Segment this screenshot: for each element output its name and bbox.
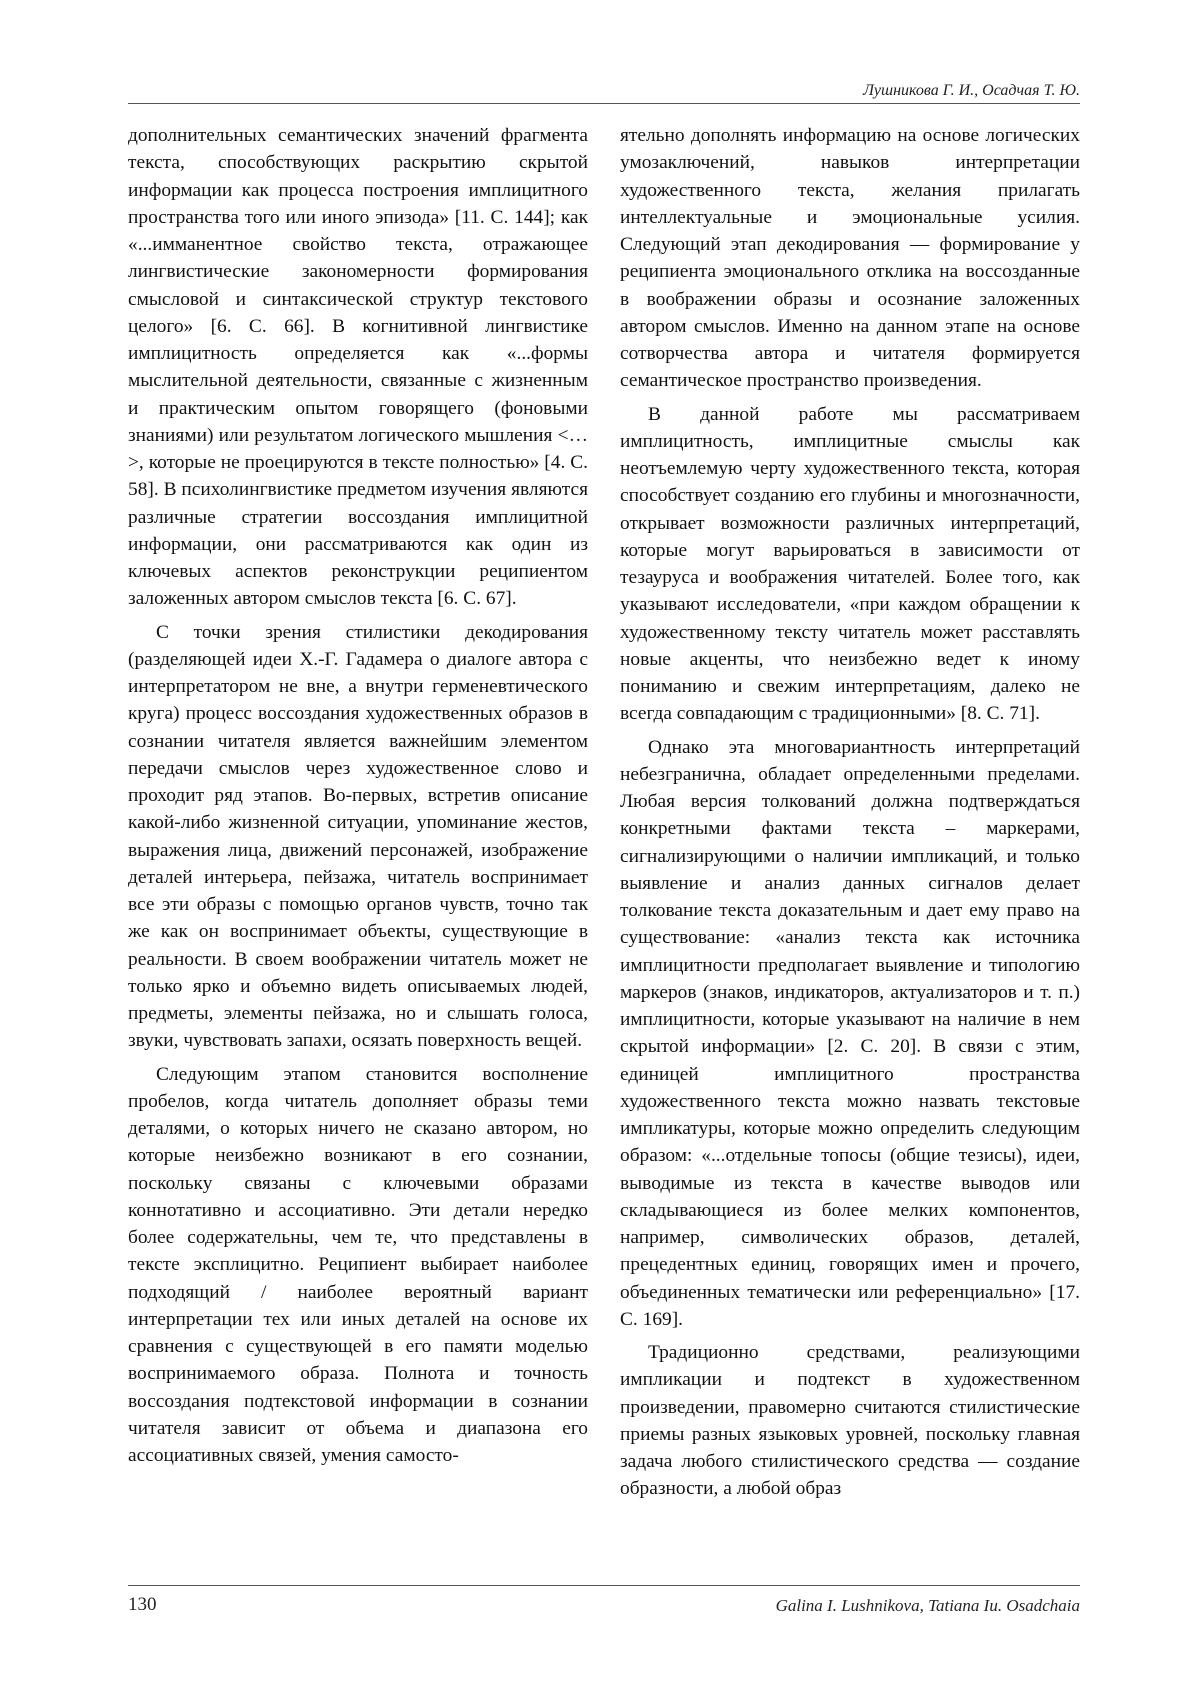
paragraph: Следующим этапом становится восполнение пробелов, когда читатель дополняет образы теми деталями, о которых ничего не сказано автором, но которые неизбежно возникают в его сознании, поскольку связаны с ключевыми образами коннотативно и ассоциативно. Эти детали нередко более содержательны, чем те, что представлены в тексте эксплицитно. Реципиент выбирает наиболее подходящий / наиболее вероятный вариант интерпретации тех или иных деталей на основе их сравнения с существующей в его памяти моделью воспринимаемого образа. Полнота и точность воссоздания подтекстовой информации в сознании читателя зависит от объема и диапазона его ассоциативных связей, умения самосто-: [128, 1063, 588, 1466]
header-rule: [128, 103, 1080, 104]
right-column: [620, 122, 1080, 1503]
footer-authors: Galina I. Lushnikova, Tatiana Iu. Osadchaia: [775, 1596, 1080, 1615]
paragraph: С точки зрения стилистики декодирования (разделяющей идеи Х.-Г. Гадамера о диалоге автора с интерпретатором не вне, а внутри герменевтического круга) процесс воссоздания художественных образов в сознании читателя является важнейшим элементом передачи смыслов через художественное слово и проходит ряд этапов. Во-первых, встретив описание какой-либо жизненной ситуации, упоминание жестов, выражения лица, движений персонажей, изображение деталей интерьера, пейзажа, читатель воспринимает все эти образы с помощью органов чувств, точно так же как он воспринимает объекты, существующие в реальности. В своем воображении читатель может не только ярко и объемно видеть описываемых людей, предметы, элементы пейзажа, но и слышать голоса, звуки, чувствовать запахи, осязать поверхность вещей.: [128, 621, 588, 1052]
paragraph: Однако эта многовариантность интерпретаций небезгранична, обладает определенными пределами. Любая версия толкований должна подтверждаться конкретными фактами текста – маркерами, сигнализирующими о наличии импликаций, и только выявление и анализ данных сигналов делает толкование текста доказательным и дает ему право на существование: «анализ текста как источника имплицитности предполагает выявление и типологию маркеров (знаков, индикаторов, актуализаторов и т. п.) имплицитности, которые указывают на наличие в нем скрытой информации» [2. С. 20]. В связи с этим, единицей имплицитного пространства художественного текста можно назвать текстовые импликатуры, которые можно определить следующим образом: «...отдельные топосы (общие тезисы), идеи, выводимые из текста в качестве выводов или складывающиеся из более мелких компонентов, например, символических образов, деталей, прецедентных единиц, говорящих имен и прочего, объединенных тематически или референциально» [17. С. 169].: [620, 736, 1080, 1330]
running-head: Лушникова Г. И., Осадчая Т. Ю.: [863, 82, 1080, 99]
paragraph: В данной работе мы рассматриваем имплицитность, имплицитные смыслы как неотъемлемую черту художественного текста, которая способствует созданию его глубины и многозначности, открывает возможности различных интерпретаций, которые могут варьироваться в зависимости от тезауруса и воображения читателей. Более того, как указывают исследователи, «при каждом обращении к художественному тексту читатель может расставлять новые акценты, что неизбежно ведет к иному пониманию и свежим интерпретациям, далеко не всегда совпадающим с традиционными» [8. С. 71].: [620, 403, 1080, 725]
page-number: 130: [128, 1594, 157, 1615]
paragraph: ятельно дополнять информацию на основе логических умозаключений, навыков интерпретации художественного текста, желания прилагать интеллектуальные и эмоциональные усилия. Следующий этап декодирования — формирование у реципиента эмоционального отклика на воссозданные в воображении образы и осознание заложенных автором смыслов. Именно на данном этапе на основе сотворчества автора и читателя формируется семантическое пространство произведения.: [620, 125, 1080, 392]
paragraph: Традиционно средствами, реализующими импликации и подтекст в художественном произведении, правомерно считаются стилистические приемы разных языковых уровней, поскольку главная задача любого стилистического средства — создание образности, а любой образ: [620, 1342, 1080, 1500]
footer-rule: [128, 1585, 1080, 1586]
left-column: [128, 122, 588, 1469]
paragraph: дополнительных семантических значений фрагмента текста, способствующих раскрытию скрытой информации как процесса построения имплицитного пространства того или иного эпизода» [11. С. 144]; как «...имманентное свойство текста, отражающее лингвистические закономерности формирования смысловой и синтаксической структур текстового целого» [6. С. 66]. В когнитивной лингвистике имплицитность определяется как «...формы мыслительной деятельности, связанные с жизненным и практическим опытом говорящего (фоновыми знаниями) или результатом логического мышления <…>, которые не проецируются в тексте полностью» [4. С. 58]. В психолингвистике предметом изучения являются различные стратегии воссоздания имплицитной информации, они рассматриваются как один из ключевых аспектов реконструкции реципиентом заложенных автором смыслов текста [6. С. 67].: [128, 125, 588, 610]
